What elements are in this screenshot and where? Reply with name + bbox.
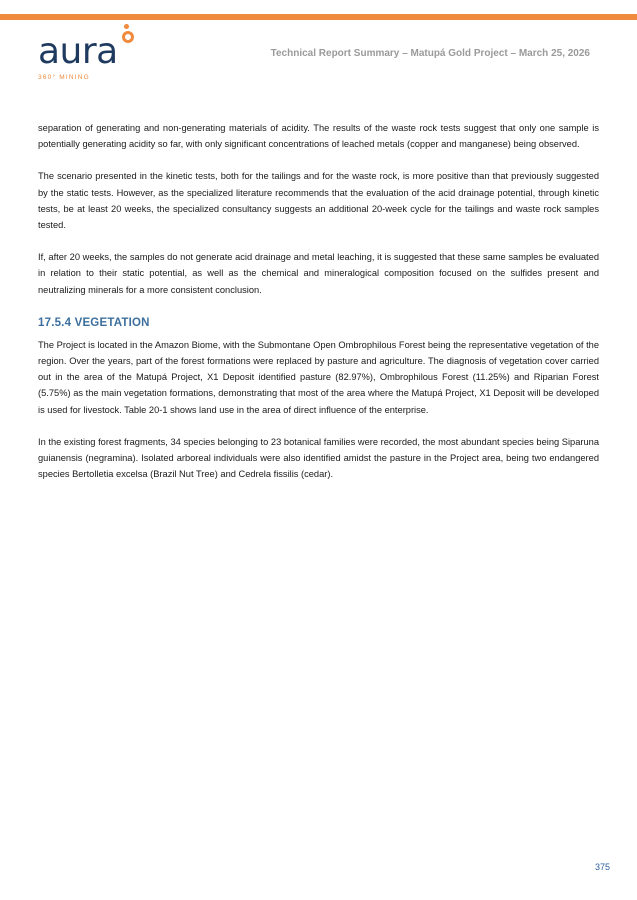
company-logo — [38, 26, 158, 86]
body-paragraph: If, after 20 weeks, the samples do not generate acid drainage and metal leaching, it is suggested that these same samples be evaluated in relation to their static potential, as well as the chemical and mineralogical composition focused on the sulfides present and neutralizing minerals for a more consistent conclusion. — [38, 252, 599, 295]
header-accent-bar — [0, 14, 637, 20]
logo-ring-icon — [122, 31, 134, 43]
body-paragraph: In the existing forest fragments, 34 species belonging to 23 botanical families were recorded, the most abundant species being Siparuna guianensis (negramina). Isolated arboreal individuals were also identified amidst the pasture in the Project area, being two endangered species Bertolletia excelsa (Brazil Nut Tree) and Cedrela fissilis (cedar). — [38, 436, 599, 480]
logo-wordmark: aura — [38, 31, 118, 72]
body-paragraph: The Project is located in the Amazon Biome, with the Submontane Open Ombrophilous Forest being the representative vegetation of the region. Over the years, part of the forest formations were replaced by pasture and agriculture. The diagnosis of vegetation cover carried out in the area of the Matupá Project, X1 Deposit identified pasture (82.97%), Ombrophilous Forest (11.25%) and Riparian Forest (5.75%) as the main vegetation formations, demonstrating that most of the area where the Matupá Project, X1 Deposit will be developed is used for livestock. Table 20-1 shows land use in the area of direct influence of the enterprise. — [38, 339, 599, 415]
logo-tagline: 360° MINING — [38, 74, 90, 81]
body-paragraph: separation of generating and non-generating materials of acidity. The results of the waste rock tests suggest that only one sample is potentially generating acidity so far, with only significant concentrations of leached metals (copper and manganese) being observed. — [38, 123, 599, 150]
body-paragraph: The scenario presented in the kinetic tests, both for the tailings and for the waste rock, is more positive than that previously suggested by the static tests. However, as the specialized literature recommends that the evaluation of the acid drainage potential, through kinetic tests, be at least 20 weeks, the specialized consultancy suggests an additional 20-week cycle for the tailings and waste rock samples tested. — [38, 171, 599, 231]
page-body — [38, 120, 599, 498]
page-number: 375 — [594, 862, 610, 872]
section-heading-vegetation: 17.5.4 VEGETATION — [38, 316, 150, 329]
report-header-title: Technical Report Summary – Matupá Gold Project – March 25, 2026 — [270, 48, 590, 59]
logo-dot-icon — [124, 24, 129, 29]
